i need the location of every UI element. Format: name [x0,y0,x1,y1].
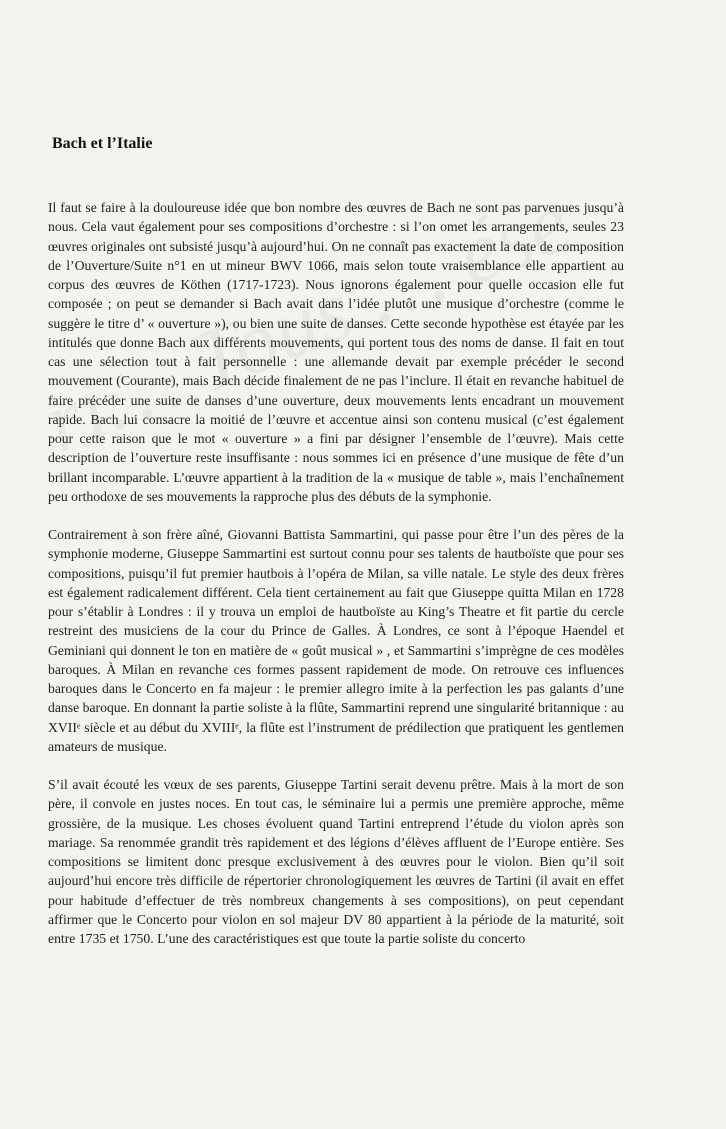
section-title: Bach et l’Italie [52,135,153,152]
paragraph-sammartini: Contrairement à son frère aîné, Giovanni Battista Sammartini, qui passe pour être l’un des pères de la symphonie moderne, Giuseppe Sammartini est surtout connu pour ses talents de hautboïste que pour ses compositions, puisqu’il fut premier hautbois à l’opéra de Milan, sa ville natale. Le style des deux frères est également radicalement différent. Cela tient certainement au fait que Giuseppe quitta Milan en 1728 pour s’établir à Londres : il y trouva un emploi de hautboïste au King’s Theatre et fit partie du cercle restreint des musiciens de la cour du Prince de Galles. À Londres, ce sont à l’époque Haendel et Geminiani qui donnent le ton en matière de « goût musical » , et Sammartini s’imprègne de ces modèles baroques. À Milan en revanche ces formes passent rapidement de mode. On retrouve ces influences baroques dans le Concerto en fa majeur : le premier allegro imite à la perfection les pas galants d’une danse baroque. En donnant la partie soliste à la flûte, Sammartini reprend une singularité britannique : au XVIIᵉ siècle et au début du XVIIIᵉ, la flûte est l’instrument de prédilection que pratiquent les gentlemen amateurs de musique. [48,527,624,754]
body-text [48,198,624,948]
paragraph-tartini: S’il avait écouté les vœux de ses parents, Giuseppe Tartini serait devenu prêtre. Mais à la mort de son père, il convole en justes noces. En tout cas, le séminaire lui a permis une première approche, même grossière, de la musique. Les choses évoluent quand Tartini entreprend l’étude du violon après son mariage. Sa renommée grandit très rapidement et des légions d’élèves affluent de l’Europe entière. Ses compositions se limitent donc presque exclusivement à des œuvres pour le violon. Bien qu’il soit aujourd’hui encore très difficile de répertorier chronologiquement les œuvres de Tartini (il avait en effet pour habitude d’effectuer de très nombreux changements à ses compositions), on peut cependant affirmer que le Concerto pour violon en sol majeur DV 80 appartient à la période de la maturité, soit entre 1735 et 1750. L’une des caractéristiques est que toute la partie soliste du concerto [48,777,624,946]
paragraph-bach: Il faut se faire à la douloureuse idée que bon nombre des œuvres de Bach ne sont pas parvenues jusqu’à nous. Cela vaut également pour ses compositions d’orchestre : si l’on omet les arrangements, seules 23 œuvres originales ont subsisté jusqu’à aujourd’hui. On ne connaît pas exactement la date de composition de l’Ouverture/Suite n°1 en ut mineur BWV 1066, mais selon toute vraisemblance elle appartient au corpus des œuvres de Köthen (1717-1723). Nous ignorons également pour quelle occasion elle fut composée ; on peut se demander si Bach avait dans l’idée plutôt une musique d’orchestre (comme le suggère le titre d’ « ouverture »), ou bien une suite de danses. Cette seconde hypothèse est étayée par les intitulés que donne Bach aux différents mouvements, qui portent tous des noms de danse. Il fait en tout cas une sélection tout à fait personnelle : une allemande devait par exemple précéder le second mouvement (Courante), mais Bach décide finalement de ne pas l’inclure. Il était en revanche habituel de faire précéder une suite de danses d’une ouverture, deux mouvements lents encadrant un mouvement rapide. Bach lui consacre la moitié de l’œuvre et accentue ainsi son contenu musical (c’est également pour cette raison que le mot « ouverture » a fini par désigner l’ensemble de l’œuvre). Mais cette description de l’ouverture reste insuffisante : nous sommes ici en présence d’une musique de fête d’un brillant incomparable. L’œuvre appartient à la tradition de la « musique de table », mais l’enchaînement peu orthodoxe de ses mouvements la rapproche plus des débuts de la symphonie. [48,200,624,504]
